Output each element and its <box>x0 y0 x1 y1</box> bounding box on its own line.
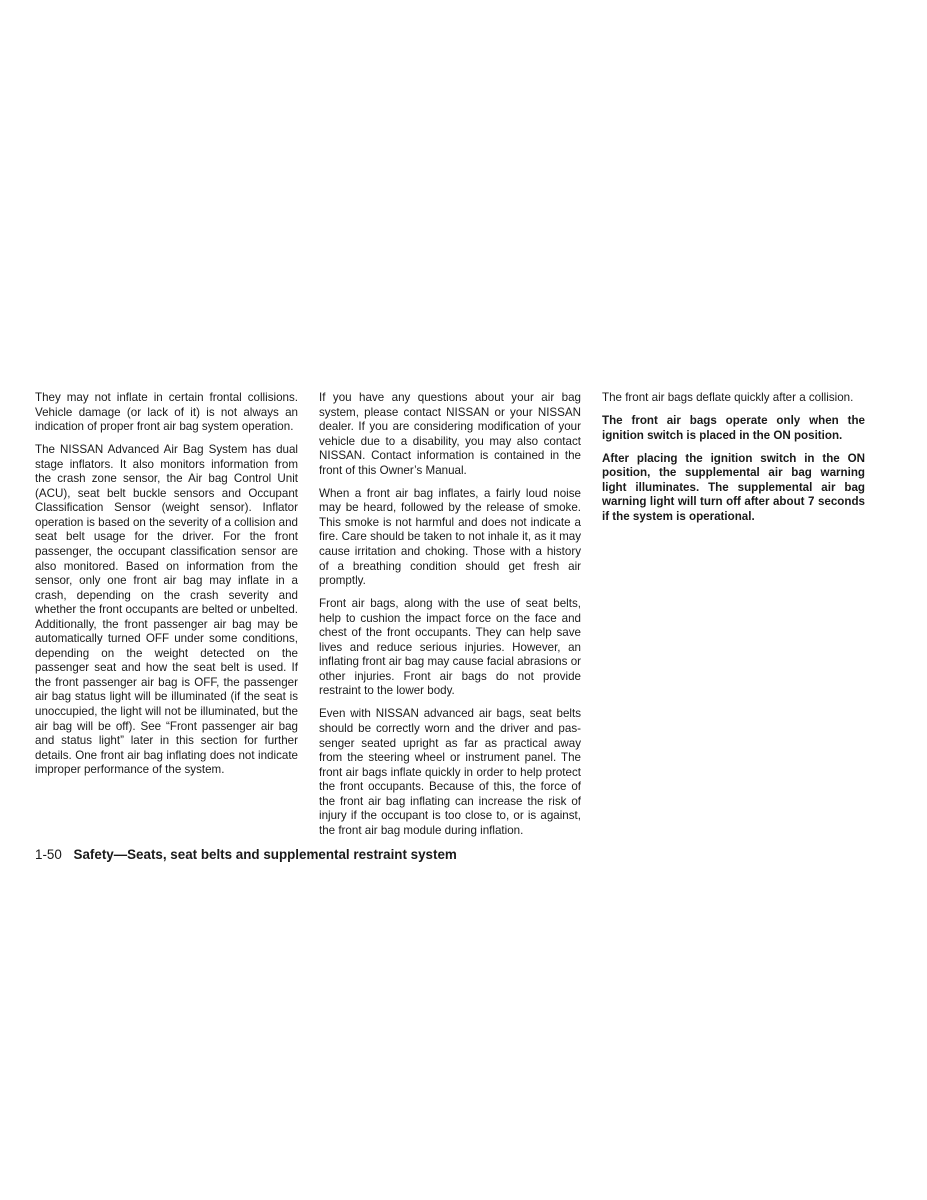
text-column-2 <box>319 391 581 847</box>
text-column-1 <box>35 391 298 786</box>
paragraph: Even with NISSAN advanced air bags, seat belts should be correctly worn and the driver and passenger seated upright as far as practical away from the steering wheel or instrument panel. The front air bags inflate quickly in order to help protect the front occupants. Because of this, the force of the front air bag inflating can increase the risk of injury if the occupant is too close to, or is against, the front air bag module during inflation. <box>319 707 581 837</box>
page-footer <box>35 846 457 864</box>
page-number: 1-50 <box>35 847 62 862</box>
bold-paragraph: After placing the ignition switch in the ON position, the supplemental air bag warning light illuminates. The supplemental air bag warning light will turn off after about 7 seconds if the system is operational. <box>602 451 865 523</box>
paragraph: When a front air bag inflates, a fairly loud noise may be heard, followed by the release of smoke. This smoke is not harmful and does not indicate a fire. Care should be taken to not inhale it, as it may cause irritation and choking. Those with a history of a breathing condition should get fresh air promptly. <box>319 486 581 588</box>
paragraph: Front air bags, along with the use of seat belts, help to cushion the impact force on the face and chest of the front occupants. They can help save lives and reduce serious injuries. However, an inflating front air bag may cause facial abrasions or other injuries. Front air bags do not provide restraint to the lower body. <box>319 597 581 698</box>
text-column-3 <box>602 391 865 533</box>
paragraph: The front air bags deflate quickly after a collision. <box>602 391 854 404</box>
section-title: Safety—Seats, seat belts and supplemental restraint system <box>73 847 457 862</box>
paragraph: If you have any questions about your air bag system, please contact NISSAN or your NISSAN dealer. If you are considering modification of your vehicle due to a disability, you may also contact NISSAN. Contact information is contained in the front of this Owner’s Manual. <box>319 391 581 477</box>
paragraph: The NISSAN Advanced Air Bag System has dual stage inflators. It also monitors information from the crash zone sensor, the Air bag Control Unit (ACU), seat belt buckle sensors and Occupant Classification Sensor (weight sensor). Inflator operation is based on the severity of a collision and seat belt usage for the driver. For the front passenger, the occupant classification sensor are also monitored. Based on information from the sensor, only one front air bag may inflate in a crash, depending on the crash severity and whether the front occupants are belted or unbelted. Additionally, the front passenger air bag may be automatically turned OFF under some conditions, depending on the weight detected on the passenger seat and how the seat belt is used. If the front passenger air bag is OFF, the passenger air bag status light will be illuminated (if the seat is unoccupied, the light will not be illuminated, but the air bag will be off). See “Front passenger air bag and status light” later in this section for further details. One front air bag inflating does not indicate improper performance of the system. <box>35 443 298 777</box>
paragraph: They may not inflate in certain frontal collisions. Vehicle damage (or lack of it) is not always an indication of proper front air bag system operation. <box>35 391 298 434</box>
bold-paragraph: The front air bags operate only when the ignition switch is placed in the ON position. <box>602 414 865 442</box>
